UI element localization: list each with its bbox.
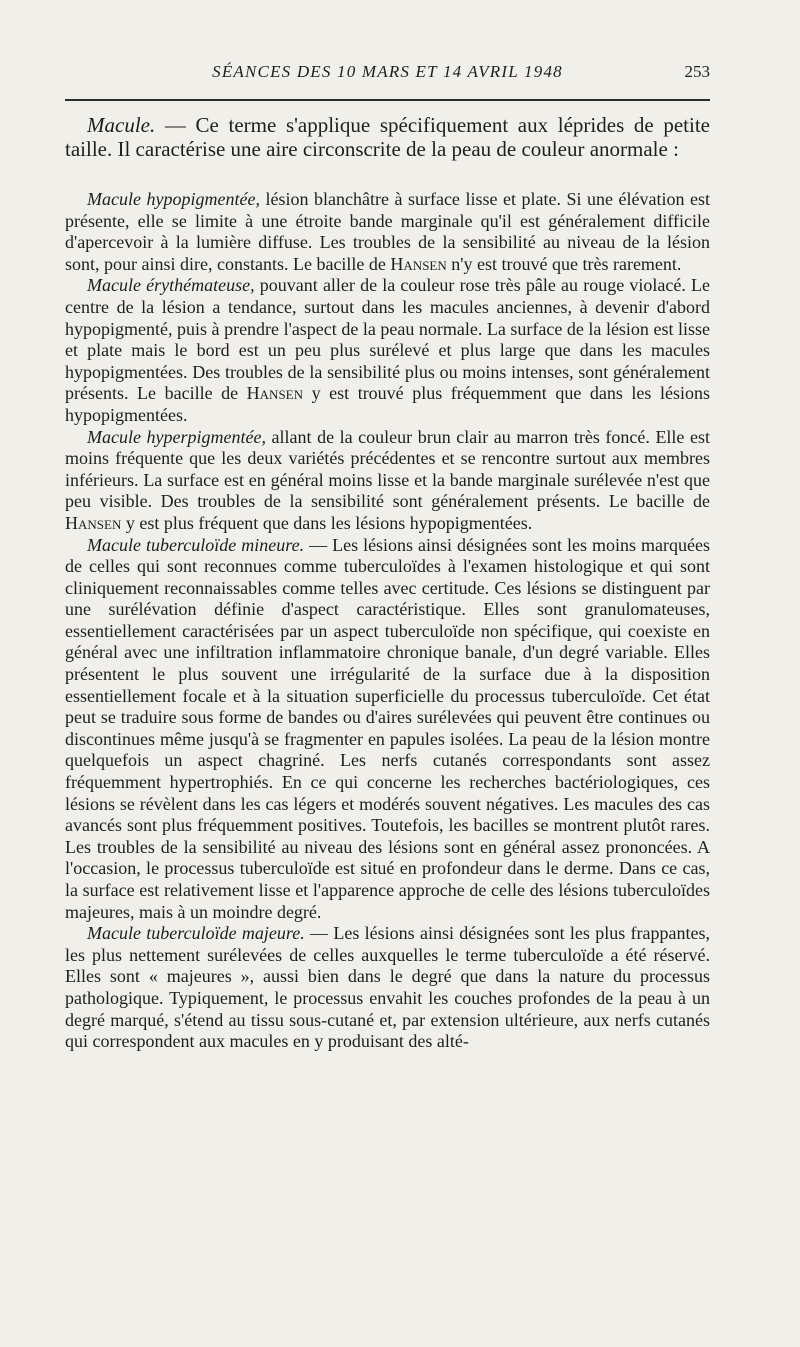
intro-text: — Ce terme s'applique spécifiquement aux léprides de petite taille. Il caractérise une aire circonscrite de la peau de couleur anormale :	[65, 113, 710, 161]
entry-macule-tuberculoide-majeure	[65, 923, 710, 1053]
entry-term: Macule tuberculoïde mineure.	[87, 534, 305, 555]
entry-text: — Les lésions ainsi désignées sont les moins marquées de celles qui sont reconnues comme tuberculoïdes à l'examen histologique et qui sont cliniquement reconnaissables comme telles avec certitude. Ces lésions se distinguent par une surélévation définie d'aspect caractéristique. Elles sont granulomateuses, essentiellement caractérisées par un aspect tuberculoïde non spécifique, qui coexiste en général avec une infiltration inflammatoire chronique banale, d'un degré variable. Elles présentent le plus souvent une irrégularité de la surface due à la disposition essentiellement focale et à la situation superficielle du processus tuberculoïde. Cet état peut se traduire sous forme de bandes ou d'aires surélevées qui peuvent être continues ou discontinues même jusqu'à se fragmenter en papules isolées. La peau de la lésion montre quelquefois un aspect chagriné. Les nerfs cutanés correspondants sont assez fréquemment hypertrophiés. En ce qui concerne les recherches bactériologiques, ces lésions se révèlent dans les cas légers et modérés souvent négatives. Les macules des cas avancés sont plus fréquemment positives. Toutefois, les bacilles se montrent plutôt rares. Les troubles de la sensibilité au niveau des lésions sont en général assez prononcées. A l'occasion, le processus tuberculoïde est situé en profondeur dans le derme. Dans ce cas, la surface est relativement lisse et l'apparence approche de celle des lésions tuberculoïdes majeures, mais à un moindre degré.	[65, 534, 710, 922]
page-body	[65, 113, 710, 1053]
entry-term: Macule hypopigmentée,	[87, 189, 260, 209]
author-name: Hansen	[65, 512, 122, 533]
entry-term: Macule tuberculoïde majeure.	[87, 923, 305, 944]
header-rule	[65, 99, 710, 101]
entry-term: Macule érythémateuse,	[87, 275, 255, 296]
entry-text: pouvant aller de la couleur rose très pâle au rouge violacé. Le centre de la lésion a tendance, surtout dans les macules anciennes, à devenir d'abord hypopigmenté, puis à prendre l'aspect de la peau normale. La surface de la lésion est lisse et plate mais le bord est un peu plus surélevé et plus large que dans les macules hypopigmentées. Des troubles de la sensibilité plus ou moins intenses, sont généralement présents. Le bacille de	[65, 275, 710, 404]
intro-term: Macule.	[87, 113, 156, 137]
entry-text: y est trouvé plus fréquemment que dans les lésions hypopigmentées.	[65, 383, 710, 425]
entry-text: allant de la couleur brun clair au marron très foncé. Elle est moins fréquente que les deux variétés précédentes et se rencontre surtout aux membres inférieurs. La surface est en général moins lisse et la bande marginale surélevée n'est que peu visible. Des troubles de la sensibilité sont généralement présents. Le bacille de	[65, 426, 710, 512]
paragraph-gap	[65, 161, 710, 189]
entry-macule-hypopigmentee	[65, 189, 710, 275]
author-name: Hansen	[246, 383, 304, 404]
entry-text: y est plus fréquent que dans les lésions hypopigmentées.	[121, 512, 533, 533]
author-name: Hansen	[390, 253, 447, 274]
running-head	[65, 62, 710, 90]
page-number: 253	[684, 62, 710, 81]
entry-text: n'y est trouvé que très rarement.	[446, 253, 682, 274]
entry-term: Macule hyperpigmentée,	[87, 426, 266, 447]
entry-text: lésion blanchâtre à surface lisse et plate. Si une élévation est présente, elle se limite à une étroite bande marginale qu'il est généralement difficile d'apercevoir à la lumière diffuse. Les troubles de la sensibilité au niveau de la lésion sont, pour ainsi dire, constants. Le bacille de	[65, 189, 710, 274]
entry-text: — Les lésions ainsi désignées sont les plus frappantes, les plus nettement surélevées de celles auxquelles le terme tuberculoïde a été réservé. Elles sont « majeures », aussi bien dans le degré que dans la nature du processus pathologique. Typiquement, le processus envahit les couches profondes de la peau à un degré marqué, s'étend au tissu sous-cutané et, par extension ultérieure, aux nerfs cutanés qui correspondent aux macules en y produisant des alté-	[65, 923, 710, 1052]
entry-macule-erythemateuse	[65, 275, 710, 426]
running-title: SÉANCES DES 10 MARS ET 14 AVRIL 1948	[212, 62, 563, 81]
entry-macule-tuberculoide-mineure	[65, 535, 710, 924]
entry-macule-hyperpigmentee	[65, 427, 710, 535]
intro-paragraph	[65, 113, 710, 161]
